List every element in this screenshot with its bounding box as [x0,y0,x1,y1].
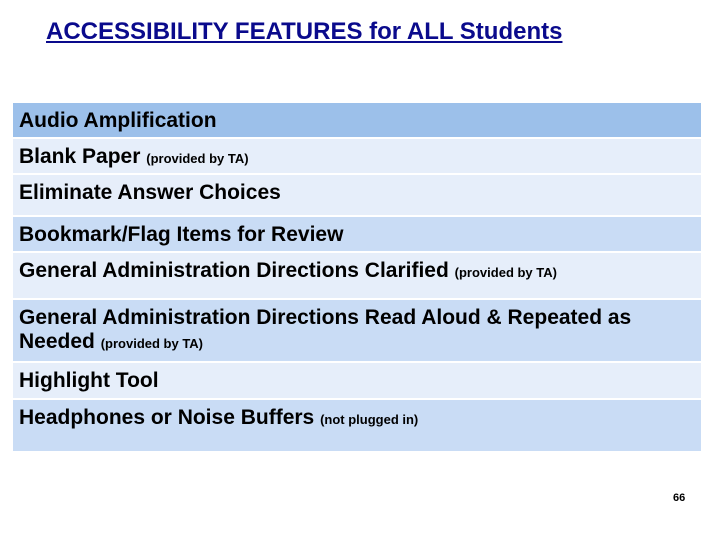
feature-label: Bookmark/Flag Items for Review [19,223,344,246]
feature-label: Headphones or Noise Buffers [19,406,321,429]
feature-note: (provided by TA) [100,336,204,351]
feature-label: Highlight Tool [19,369,159,392]
feature-row-bookmark-flag [13,217,701,253]
feature-note: (not plugged in) [320,412,419,427]
feature-row-eliminate-answer-choices [13,175,701,217]
feature-label: General Administration Directions Clarified [19,259,455,282]
feature-row-directions-read-aloud [13,300,701,363]
features-table [13,103,701,453]
feature-label: General Administration Directions Read Aloud & Repeated as Needed [19,306,632,353]
feature-note: (provided by TA) [146,151,249,166]
feature-label: Audio Amplification [19,109,217,132]
feature-note: (provided by TA) [454,265,557,280]
page-number: 66 [673,492,686,504]
feature-row-audio-amplification [13,103,701,139]
feature-row-directions-clarified [13,253,701,300]
feature-label: Eliminate Answer Choices [19,181,281,204]
feature-row-headphones [13,400,701,453]
feature-row-blank-paper [13,139,701,175]
page-title: ACCESSIBILITY FEATURES for ALL Students [46,18,563,45]
feature-row-highlight-tool [13,363,701,400]
feature-label: Blank Paper [19,145,147,168]
